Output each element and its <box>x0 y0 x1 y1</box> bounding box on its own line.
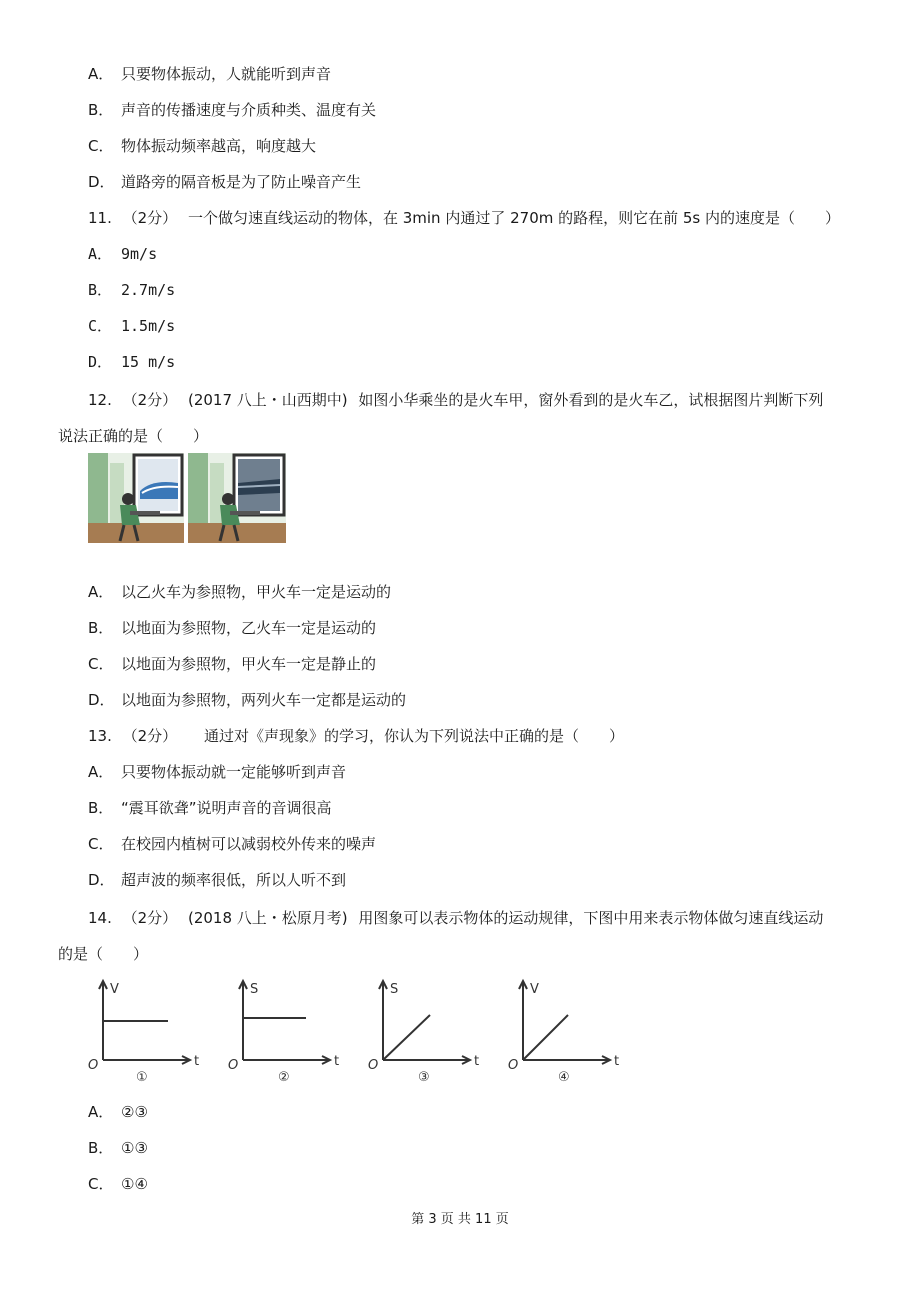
q14-option-a: A． ②③ <box>88 1103 148 1121</box>
origin-label: O <box>508 1058 519 1073</box>
motion-graphs <box>88 975 628 1090</box>
graph-2 <box>228 981 339 1085</box>
q10-option-b: B． 声音的传播速度与介质种类、温度有关 <box>88 101 377 119</box>
q13-option-b: B． “震耳欲聋”说明声音的音调很高 <box>88 799 332 817</box>
graph-4 <box>508 981 619 1085</box>
question-source: (2018 八上・松原月考) <box>187 909 348 927</box>
page-footer: 第 3 页 共 11 页 <box>411 1212 509 1227</box>
q12-option-b: B． 以地面为参照物，乙火车一定是运动的 <box>88 619 377 637</box>
question-number: 11. <box>88 209 112 227</box>
question-score: （2分） <box>122 909 178 927</box>
y-axis-label: S <box>390 982 399 997</box>
question-score: （2分） <box>122 209 178 227</box>
q12-stem-line1 <box>88 390 823 410</box>
q13-option-c: C． 在校园内植树可以减弱校外传来的噪声 <box>88 835 377 853</box>
graph-caption: ② <box>278 1070 290 1085</box>
q12-option-d: D． 以地面为参照物，两列火车一定都是运动的 <box>88 691 407 709</box>
question-source: (2017 八上・山西期中) <box>187 391 348 409</box>
q12-stem-line2: 说法正确的是（ ） <box>58 427 209 445</box>
y-axis-label: S <box>250 982 259 997</box>
y-axis-label: V <box>110 982 119 997</box>
y-axis-label: V <box>530 982 539 997</box>
question-text: 一个做匀速直线运动的物体，在 3min 内通过了 270m 的路程，则它在前 5s 内的速度是（ ） <box>187 209 841 227</box>
q13-option-d: D． 超声波的频率很低，所以人听不到 <box>88 871 347 889</box>
question-number: 13. <box>88 727 112 745</box>
graph-caption: ① <box>136 1070 148 1085</box>
train-window-picture-1 <box>88 453 184 543</box>
q14-stem-line2: 的是（ ） <box>58 945 149 963</box>
q14-stem-line1 <box>88 908 823 928</box>
q11-option-a: A． 9m/s <box>88 245 158 263</box>
train-window-picture-2 <box>188 453 286 543</box>
x-axis-label: t <box>614 1054 620 1069</box>
x-axis-label: t <box>474 1054 480 1069</box>
graph-1 <box>88 981 199 1085</box>
q14-option-b: B． ①③ <box>88 1139 148 1157</box>
graph-caption: ③ <box>418 1070 430 1085</box>
graph-caption: ④ <box>558 1070 570 1085</box>
q11-option-b: B． 2.7m/s <box>88 281 176 299</box>
q11-option-d: D． 15 m/s <box>88 353 176 371</box>
question-number: 14. <box>88 909 112 927</box>
q10-option-d: D． 道路旁的隔音板是为了防止噪音产生 <box>88 173 362 191</box>
question-text: 用图象可以表示物体的运动规律，下图中用来表示物体做匀速直线运动 <box>358 909 824 927</box>
x-axis-label: t <box>194 1054 200 1069</box>
q13-option-a: A． 只要物体振动就一定能够听到声音 <box>88 763 347 781</box>
origin-label: O <box>368 1058 379 1073</box>
q14-option-c: C． ①④ <box>88 1175 148 1193</box>
q12-option-c: C． 以地面为参照物，甲火车一定是静止的 <box>88 655 377 673</box>
question-text: 如图小华乘坐的是火车甲，窗外看到的是火车乙，试根据图片判断下列 <box>358 391 824 409</box>
question-score: （2分） <box>122 391 178 409</box>
q12-option-a: A． 以乙火车为参照物，甲火车一定是运动的 <box>88 583 392 601</box>
question-score: （2分） <box>122 727 178 745</box>
question-number: 12. <box>88 391 112 409</box>
q11-stem <box>88 208 840 228</box>
q10-option-c: C． 物体振动频率越高，响度越大 <box>88 137 317 155</box>
origin-label: O <box>228 1058 239 1073</box>
graph-3 <box>368 981 479 1085</box>
origin-label: O <box>88 1058 99 1073</box>
q13-stem <box>88 726 624 746</box>
question-text: 通过对《声现象》的学习，你认为下列说法中正确的是（ ） <box>203 727 624 745</box>
q11-option-c: C． 1.5m/s <box>88 317 176 335</box>
x-axis-label: t <box>334 1054 340 1069</box>
q10-option-a: A． 只要物体振动，人就能听到声音 <box>88 65 332 83</box>
